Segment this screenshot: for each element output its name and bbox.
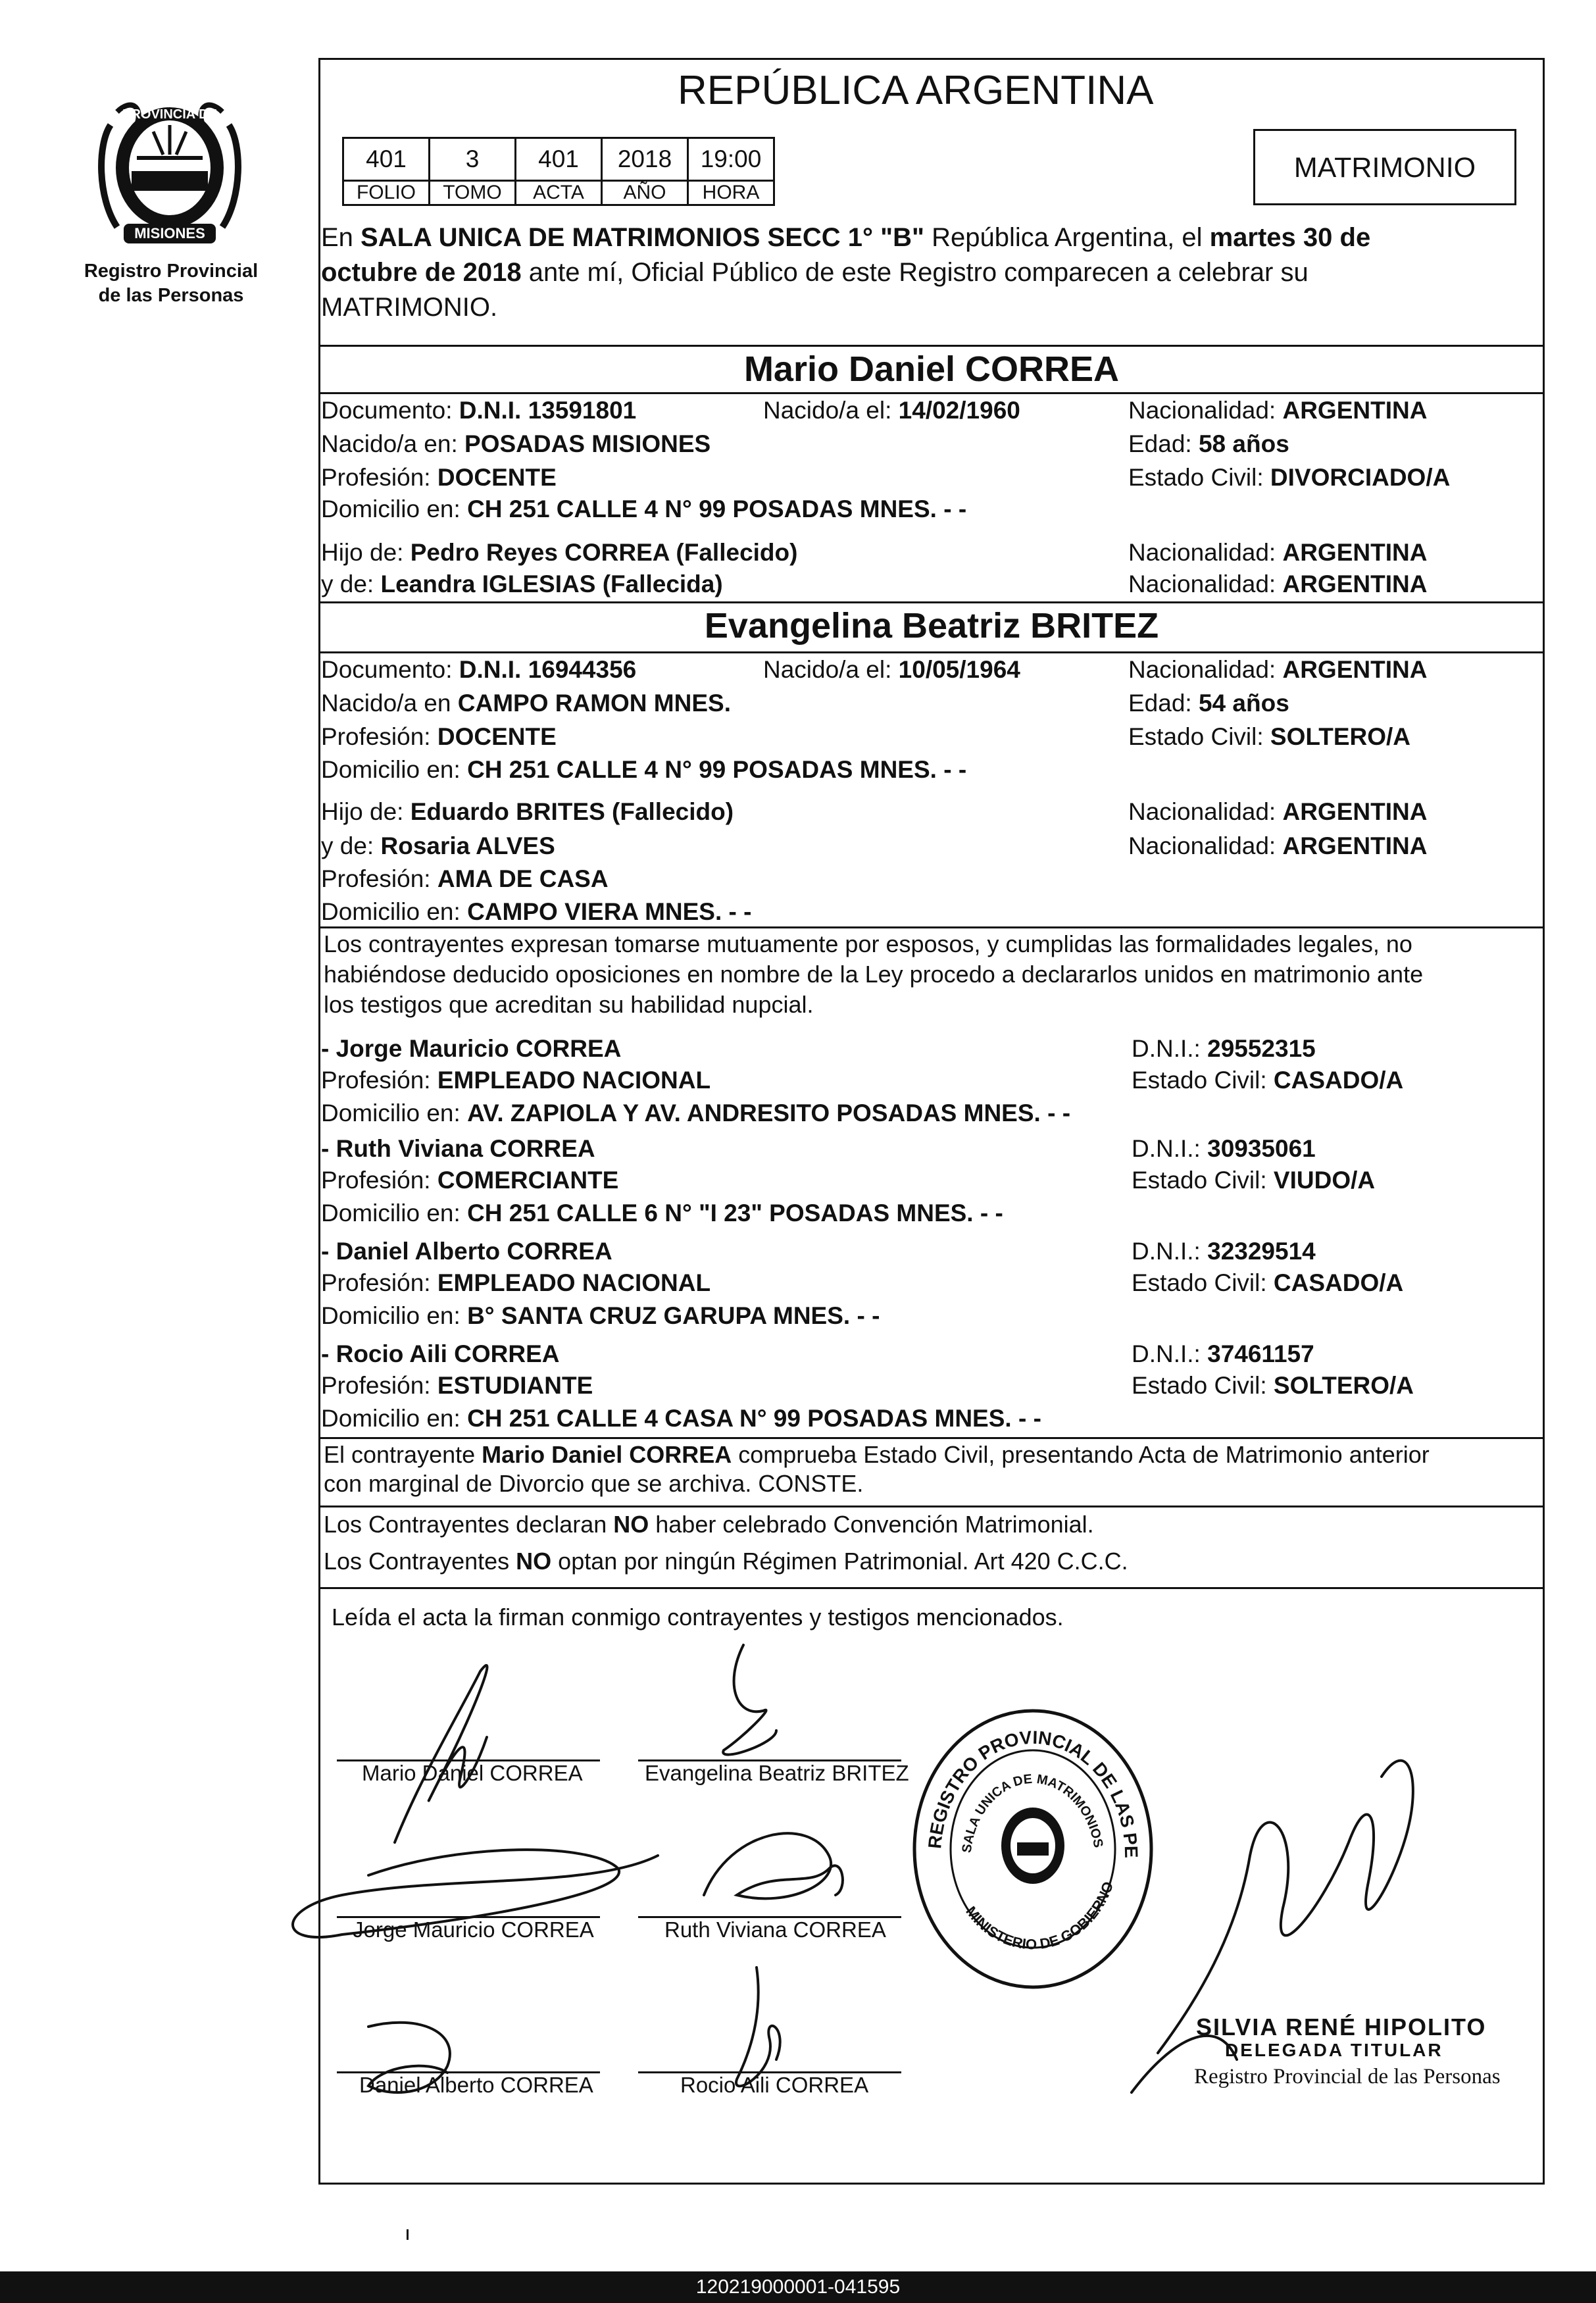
spouse1-padre-nac xyxy=(1128,537,1427,569)
value: 32329514 xyxy=(1207,1238,1316,1265)
spouse2-profesion xyxy=(321,721,557,753)
seal-bottom-text xyxy=(962,1879,1116,1952)
witness1-name: - Jorge Mauricio CORREA xyxy=(321,1035,622,1062)
label: Domicilio en: xyxy=(321,1200,468,1227)
logo-caption-line1: Registro Provincial xyxy=(84,261,259,282)
label: Hijo de: xyxy=(321,539,411,566)
value: DIVORCIADO/A xyxy=(1270,464,1451,491)
signature-caption-5: Daniel Alberto CORREA xyxy=(359,2073,593,2097)
label: Nacionalidad: xyxy=(1128,798,1283,825)
emblem-bottom-text: MISIONES xyxy=(134,225,205,241)
divider xyxy=(318,601,1545,603)
spouse2-edad xyxy=(1128,688,1289,719)
value: CH 251 CALLE 4 N° 99 POSADAS MNES. - - xyxy=(467,756,967,783)
value: 10/05/1964 xyxy=(898,656,1020,683)
regime-a2: haber celebrado Convención Matrimonial. xyxy=(649,1511,1094,1538)
value: ESTUDIANTE xyxy=(437,1372,593,1399)
witness1-estado-civil xyxy=(1132,1065,1403,1096)
misiones-emblem-logo xyxy=(91,86,249,257)
civil-note-line1 xyxy=(324,1440,1430,1470)
spouse2-padre xyxy=(321,796,734,828)
spouse2-padre-nac xyxy=(1128,796,1427,828)
label: D.N.I.: xyxy=(1132,1135,1208,1162)
signature-caption-3: Jorge Mauricio CORREA xyxy=(353,1917,594,1942)
value: DOCENTE xyxy=(437,464,557,491)
label: D.N.I.: xyxy=(1132,1238,1208,1265)
divider xyxy=(318,1437,1545,1439)
value: DOCENTE xyxy=(437,723,557,750)
label: Nacido/a el: xyxy=(763,656,899,683)
spouse2-madre xyxy=(321,830,555,862)
spouse2-nacionalidad xyxy=(1128,654,1427,686)
spouse1-nacido-el xyxy=(763,395,1020,426)
value: AMA DE CASA xyxy=(437,865,609,892)
declaration-line2: habiéndose deducido oposiciones en nombre de la Ley procedo a declararlos unidos en matrimonio ante xyxy=(324,961,1424,988)
label: Domicilio en: xyxy=(321,495,468,522)
spouse2-name: Evangelina Beatriz BRITEZ xyxy=(704,606,1159,645)
witness3-estado-civil xyxy=(1132,1267,1403,1299)
official-seal xyxy=(901,1688,1158,1994)
witness2-profesion xyxy=(321,1165,618,1196)
value: CASADO/A xyxy=(1273,1269,1404,1296)
label: D.N.I.: xyxy=(1132,1340,1208,1367)
civil-note-p2: comprueba Estado Civil, presentando Acta de Matrimonio anterior xyxy=(732,1441,1430,1468)
intro-place: SALA UNICA DE MATRIMONIOS SECC 1° "B" xyxy=(361,223,924,252)
divider xyxy=(318,392,1545,394)
intro-date2: octubre de 2018 xyxy=(321,258,522,287)
label: Nacido/a en xyxy=(321,690,458,717)
value: Pedro Reyes CORREA (Fallecido) xyxy=(410,539,798,566)
label: Estado Civil: xyxy=(1132,1067,1274,1094)
label: Profesión: xyxy=(321,464,437,491)
witness4-estado-civil xyxy=(1132,1370,1414,1402)
hora-value: 19:00 xyxy=(688,138,774,181)
intro-p3: ante mí, Oficial Público de este Registro comparecen a celebrar su xyxy=(521,258,1309,287)
tomo-label: TOMO xyxy=(430,181,516,205)
label: Estado Civil: xyxy=(1132,1167,1274,1194)
label: Profesión: xyxy=(321,723,437,750)
label: Nacionalidad: xyxy=(1128,656,1283,683)
witness2-estado-civil xyxy=(1132,1165,1375,1196)
value: EMPLEADO NACIONAL xyxy=(437,1067,711,1094)
seal-inner-path: SALA UNICA DE MATRIMONIOS xyxy=(959,1771,1106,1854)
label: D.N.I.: xyxy=(1132,1035,1208,1062)
civil-note-name: Mario Daniel CORREA xyxy=(482,1441,732,1468)
logo-caption-line2: de las Personas xyxy=(98,285,244,306)
label: Nacionalidad: xyxy=(1128,539,1283,566)
spouse2-domicilio xyxy=(321,754,966,786)
witness4-profesion xyxy=(321,1370,593,1402)
intro-date1: martes 30 de xyxy=(1209,223,1371,252)
divider xyxy=(318,1506,1545,1507)
value: Rosaria ALVES xyxy=(380,832,555,859)
anio-value: 2018 xyxy=(602,138,688,181)
closing-text: Leída el acta la firman conmigo contrayentes y testigos mencionados. xyxy=(332,1604,1064,1631)
value: 14/02/1960 xyxy=(898,397,1020,424)
value: 29552315 xyxy=(1207,1035,1316,1062)
regime-b-no: NO xyxy=(516,1548,552,1575)
label: Estado Civil: xyxy=(1132,1372,1274,1399)
label: Nacido/a el: xyxy=(763,397,899,424)
witness4-name: - Rocio Aili CORREA xyxy=(321,1340,560,1367)
value: ARGENTINA xyxy=(1282,539,1428,566)
civil-note-line2: con marginal de Divorcio que se archiva. CONSTE. xyxy=(324,1470,864,1497)
emblem-top-text: PROVINCIA DE xyxy=(122,107,217,122)
label: Domicilio en: xyxy=(321,898,468,925)
label: Nacido/a en: xyxy=(321,430,465,457)
declaration-line1: Los contrayentes expresan tomarse mutuamente por esposos, y cumplidas las formalidades legales, no xyxy=(324,930,1412,957)
spouse2-estado-civil xyxy=(1128,721,1410,753)
footer-code: 120219000001-041595 xyxy=(0,2271,1596,2303)
regime-b2: optan por ningún Régimen Patrimonial. Art 420 C.C.C. xyxy=(551,1548,1128,1575)
intro-p1: En xyxy=(321,223,361,252)
label: Estado Civil: xyxy=(1128,723,1270,750)
witness1-domicilio xyxy=(321,1098,1070,1129)
spouse1-edad xyxy=(1128,428,1289,460)
value: CAMPO VIERA MNES. - - xyxy=(467,898,752,925)
value: CASADO/A xyxy=(1273,1067,1404,1094)
witness3-profesion xyxy=(321,1267,711,1299)
spouse1-padre xyxy=(321,537,797,569)
officer-title: DELEGADA TITULAR xyxy=(1225,2040,1443,2060)
declaration-line3: los testigos que acreditan su habilidad nupcial. xyxy=(324,991,814,1018)
value: SOLTERO/A xyxy=(1273,1372,1414,1399)
value: 30935061 xyxy=(1207,1135,1316,1162)
spouse1-name: Mario Daniel CORREA xyxy=(743,349,1120,389)
anio-label: AÑO xyxy=(602,181,688,205)
regime-a-no: NO xyxy=(613,1511,649,1538)
value: ARGENTINA xyxy=(1282,570,1428,597)
officer-org: Registro Provincial de las Personas xyxy=(1194,2065,1501,2088)
seal-bottom-path: MINISTERIO DE GOBIERNO xyxy=(962,1879,1117,1953)
acta-value: 401 xyxy=(516,138,602,181)
intro-line1 xyxy=(321,221,1370,254)
scan-mark xyxy=(407,2229,409,2240)
witness1-profesion xyxy=(321,1065,711,1096)
intro-p2: República Argentina, el xyxy=(924,223,1210,252)
label: Profesión: xyxy=(321,865,437,892)
label: Domicilio en: xyxy=(321,1100,468,1126)
label: Domicilio en: xyxy=(321,1302,468,1329)
witness3-name: - Daniel Alberto CORREA xyxy=(321,1238,612,1265)
seal-outer-path: REGISTRO PROVINCIAL DE LAS PERSONAS xyxy=(901,1688,1142,1859)
value: AV. ZAPIOLA Y AV. ANDRESITO POSADAS MNES. - - xyxy=(467,1100,1071,1126)
spouse2-nacido-el xyxy=(763,654,1020,686)
spouse2-nacido-en xyxy=(321,688,731,719)
label: Nacionalidad: xyxy=(1128,832,1283,859)
spouse1-madre xyxy=(321,569,723,600)
witness4-dni xyxy=(1132,1338,1314,1370)
hora-label: HORA xyxy=(688,181,774,205)
label: Documento: xyxy=(321,397,459,424)
spouse1-profesion xyxy=(321,462,557,494)
regime-line1 xyxy=(324,1509,1094,1540)
signature-caption-1: Mario Daniel CORREA xyxy=(362,1761,583,1785)
folio-value: 401 xyxy=(343,138,430,181)
civil-note-p1: El contrayente xyxy=(324,1441,482,1468)
regime-b1: Los Contrayentes xyxy=(324,1548,516,1575)
intro-line2 xyxy=(321,256,1309,289)
witness2-name: - Ruth Viviana CORREA xyxy=(321,1135,595,1162)
divider xyxy=(318,345,1545,347)
label: Edad: xyxy=(1128,690,1199,717)
label: y de: xyxy=(321,832,381,859)
value: ARGENTINA xyxy=(1282,656,1428,683)
signature-caption-2: Evangelina Beatriz BRITEZ xyxy=(645,1761,909,1785)
value: 54 años xyxy=(1198,690,1289,717)
label: Estado Civil: xyxy=(1132,1269,1274,1296)
value: 58 años xyxy=(1198,430,1289,457)
doc-type-box: MATRIMONIO xyxy=(1253,129,1516,205)
spouse2-madre-domicilio xyxy=(321,896,751,928)
value: CH 251 CALLE 4 CASA N° 99 POSADAS MNES. - - xyxy=(467,1405,1041,1432)
tomo-value: 3 xyxy=(430,138,516,181)
value: POSADAS MISIONES xyxy=(464,430,711,457)
label: Profesión: xyxy=(321,1067,437,1094)
witness2-domicilio xyxy=(321,1198,1003,1229)
label: Profesión: xyxy=(321,1167,437,1194)
divider xyxy=(318,651,1545,653)
spouse1-madre-nac xyxy=(1128,569,1427,600)
spouse1-domicilio xyxy=(321,494,966,525)
value: CH 251 CALLE 4 N° 99 POSADAS MNES. - - xyxy=(467,495,967,522)
value: COMERCIANTE xyxy=(437,1167,619,1194)
label: Documento: xyxy=(321,656,459,683)
acta-label: ACTA xyxy=(516,181,602,205)
spouse2-madre-nac xyxy=(1128,830,1427,862)
spouse1-estado-civil xyxy=(1128,462,1450,494)
value: CAMPO RAMON MNES. xyxy=(457,690,731,717)
value: EMPLEADO NACIONAL xyxy=(437,1269,711,1296)
value: 37461157 xyxy=(1207,1340,1314,1367)
page-title: REPÚBLICA ARGENTINA xyxy=(678,68,1154,113)
value: ARGENTINA xyxy=(1282,397,1428,424)
intro-line3: MATRIMONIO. xyxy=(321,293,498,322)
officer-name: SILVIA RENÉ HIPOLITO xyxy=(1196,2013,1487,2040)
value: VIUDO/A xyxy=(1273,1167,1376,1194)
label: y de: xyxy=(321,570,381,597)
spouse1-nacido-en xyxy=(321,428,711,460)
signature-caption-4: Ruth Viviana CORREA xyxy=(664,1917,886,1942)
value: D.N.I. 16944356 xyxy=(459,656,637,683)
label: Domicilio en: xyxy=(321,756,468,783)
value: SOLTERO/A xyxy=(1270,723,1411,750)
spouse2-documento xyxy=(321,654,636,686)
label: Estado Civil: xyxy=(1128,464,1270,491)
regime-a1: Los Contrayentes declaran xyxy=(324,1511,614,1538)
label: Domicilio en: xyxy=(321,1405,468,1432)
witness3-domicilio xyxy=(321,1300,880,1332)
signature-caption-6: Rocio Aili CORREA xyxy=(680,2073,869,2097)
value: Eduardo BRITES (Fallecido) xyxy=(410,798,734,825)
witness3-dni xyxy=(1132,1236,1316,1267)
spouse2-madre-profesion xyxy=(321,863,609,895)
value: ARGENTINA xyxy=(1282,832,1428,859)
value: ARGENTINA xyxy=(1282,798,1428,825)
label: Nacionalidad: xyxy=(1128,570,1283,597)
label: Hijo de: xyxy=(321,798,411,825)
regime-line2 xyxy=(324,1546,1128,1577)
value: CH 251 CALLE 6 N° "I 23" POSADAS MNES. - - xyxy=(467,1200,1003,1227)
value: D.N.I. 13591801 xyxy=(459,397,637,424)
label: Profesión: xyxy=(321,1269,437,1296)
divider xyxy=(318,926,1545,928)
value: Leandra IGLESIAS (Fallecida) xyxy=(380,570,723,597)
label: Nacionalidad: xyxy=(1128,397,1283,424)
folio-label: FOLIO xyxy=(343,181,430,205)
spouse1-nacionalidad xyxy=(1128,395,1427,426)
label: Profesión: xyxy=(321,1372,437,1399)
spouse1-documento xyxy=(321,395,636,426)
divider xyxy=(318,1587,1545,1589)
witness1-dni xyxy=(1132,1033,1316,1065)
witness2-dni xyxy=(1132,1133,1316,1165)
value: B° SANTA CRUZ GARUPA MNES. - - xyxy=(467,1302,880,1329)
witness4-domicilio xyxy=(321,1403,1041,1434)
label: Edad: xyxy=(1128,430,1199,457)
record-table xyxy=(342,137,775,206)
